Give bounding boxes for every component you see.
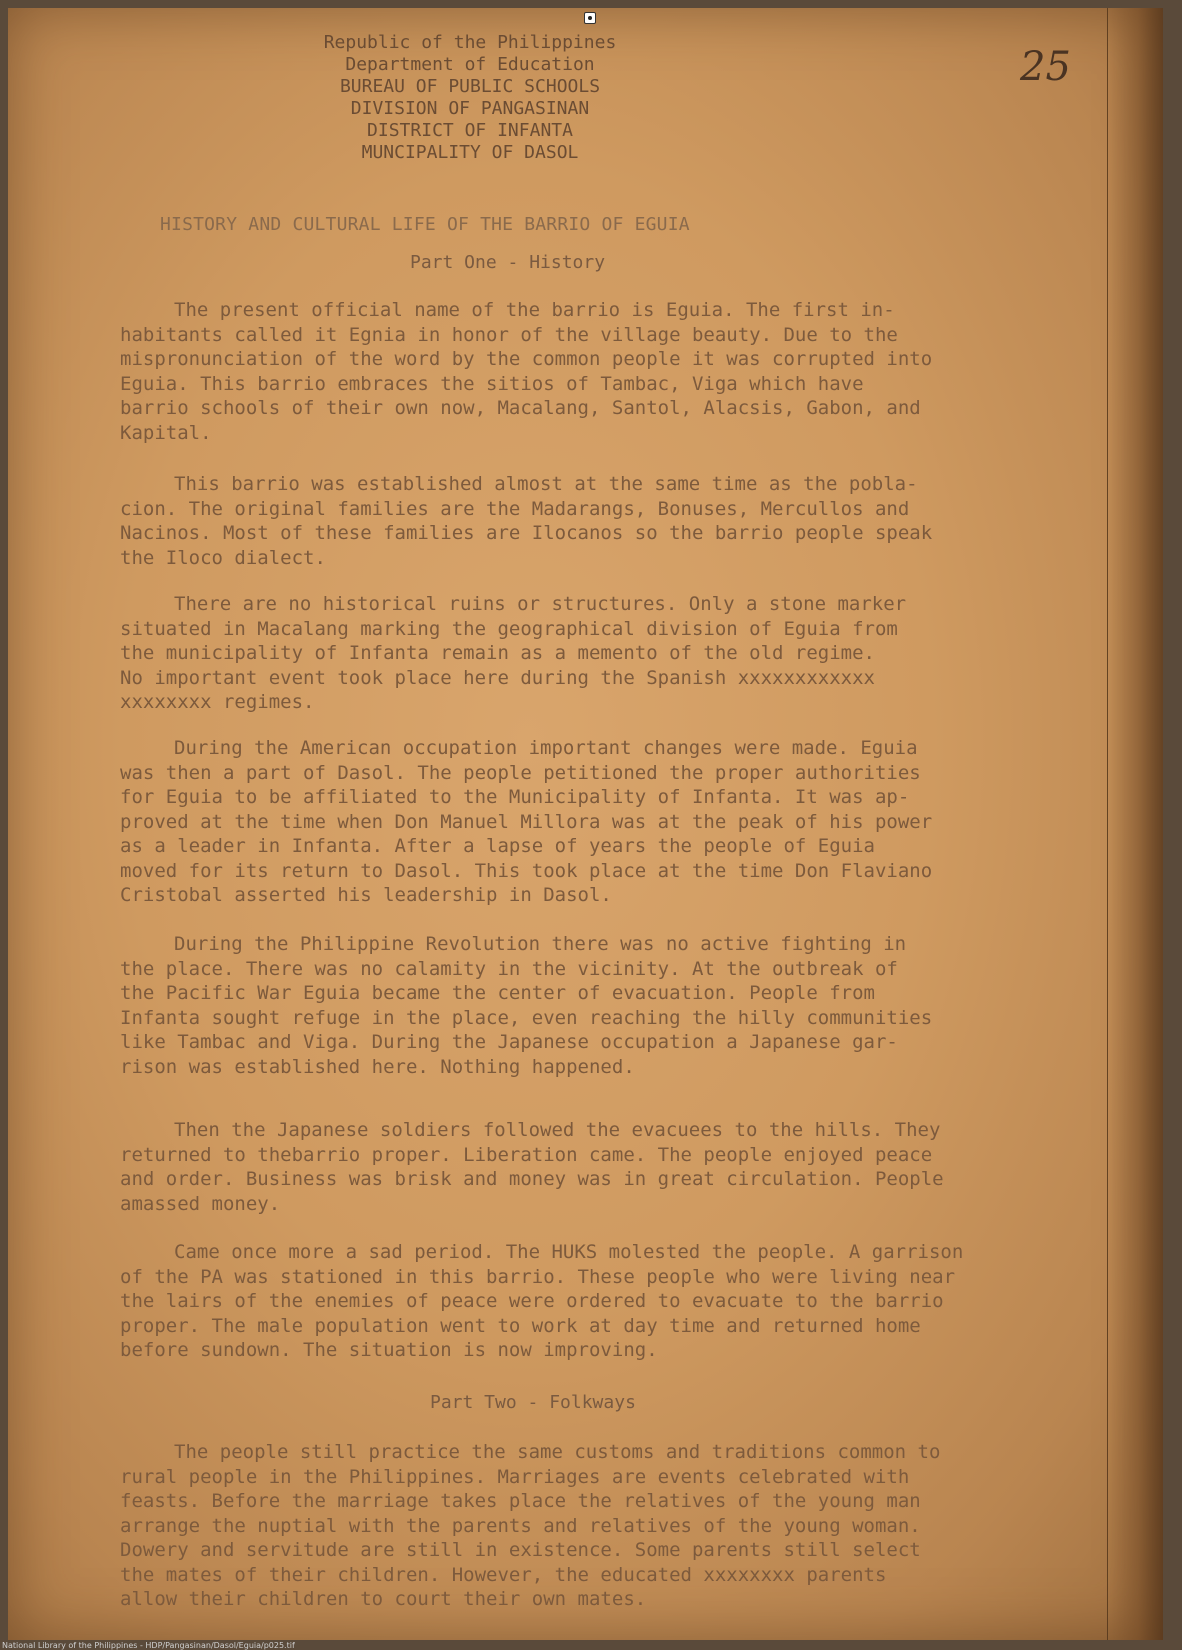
- paragraph-3: [120, 592, 1030, 715]
- text-line: situated in Macalang marking the geographical division of Eguia from: [120, 617, 898, 640]
- part-two-heading: Part Two - Folkways: [430, 1392, 636, 1413]
- text-line: as a leader in Infanta. After a lapse of years the people of Eguia: [120, 835, 875, 857]
- text-line: was then a part of Dasol. The people petitioned the proper authorities: [120, 761, 921, 784]
- text-line: the Iloco dialect.: [120, 546, 326, 569]
- text-line: Cristobal asserted his leadership in Dasol.: [120, 884, 612, 906]
- paragraph-4: [120, 736, 1030, 908]
- page-number: 25: [1020, 44, 1071, 90]
- text-line: During the Philippine Revolution there was no active fighting in: [174, 933, 907, 955]
- paragraph-6: [120, 1118, 1030, 1216]
- text-line: of the PA was stationed in this barrio. These people who were living near: [120, 1265, 956, 1288]
- text-line: This barrio was established almost at the same time as the pobla-: [174, 473, 918, 495]
- text-line: proper. The male population went to work at day time and returned home: [120, 1314, 921, 1337]
- text-line: and order. Business was brisk and money was in great circulation. People: [120, 1168, 944, 1190]
- header-line: Department of Education: [345, 54, 595, 75]
- text-line: returned to thebarrio proper. Liberation came. The people enjoyed peace: [120, 1143, 933, 1166]
- paragraph-8: [120, 1440, 1030, 1612]
- text-line: before sundown. The situation is now improving.: [120, 1339, 658, 1361]
- header-line: DIVISION OF PANGASINAN: [350, 98, 590, 119]
- text-line: arrange the nuptial with the parents and relatives of the young woman.: [120, 1514, 921, 1537]
- text-line: Kapital.: [120, 421, 212, 444]
- letterhead: [270, 32, 670, 164]
- text-line: allow their children to court their own mates.: [120, 1588, 647, 1610]
- text-line: the place. There was no calamity in the vicinity. At the outbreak of: [120, 957, 898, 980]
- text-line: Eguia. This barrio embraces the sitios of Tambac, Viga which have: [120, 372, 864, 395]
- text-line: feasts. Before the marriage takes place the relatives of the young man: [120, 1490, 921, 1512]
- paragraph-7: [120, 1240, 1030, 1363]
- text-line: xxxxxxxx regimes.: [120, 691, 315, 713]
- text-line: Dowery and servitude are still in existence. Some parents still select: [120, 1539, 921, 1561]
- paragraph-2: [120, 472, 1030, 570]
- paragraph-5: [120, 932, 1030, 1079]
- text-line: Infanta sought refuge in the place, even reaching the hilly communities: [120, 1006, 933, 1029]
- text-line: The people still practice the same customs and traditions common to: [174, 1441, 941, 1463]
- document-title: HISTORY AND CULTURAL LIFE OF THE BARRIO OF EGUIA: [160, 214, 690, 235]
- text-line: proved at the time when Don Manuel Millora was at the peak of his power: [120, 810, 933, 833]
- text-line: There are no historical ruins or structures. Only a stone marker: [174, 593, 907, 615]
- header-line: BUREAU OF PUBLIC SCHOOLS: [339, 76, 601, 97]
- text-line: the municipality of Infanta remain as a memento of the old regime.: [120, 642, 875, 664]
- text-line: habitants called it Egnia in honor of the village beauty. Due to the: [120, 323, 898, 346]
- header-line: DISTRICT OF INFANTA: [367, 120, 573, 141]
- text-line: Nacinos. Most of these families are Ilocanos so the barrio people speak: [120, 522, 933, 544]
- scan-footer: National Library of the Philippines - HDP/Pangasinan/Dasol/Eguia/p025.tif: [2, 1641, 295, 1650]
- text-line: the Pacific War Eguia became the center of evacuation. People from: [120, 982, 875, 1004]
- binding-shadow: [1107, 8, 1163, 1640]
- text-line: Then the Japanese soldiers followed the evacuees to the hills. They: [174, 1119, 941, 1141]
- header-line: Republic of the Philippines: [323, 32, 617, 53]
- text-line: like Tambac and Viga. During the Japanese occupation a Japanese gar-: [120, 1031, 898, 1053]
- text-line: the lairs of the enemies of peace were ordered to evacuate to the barrio: [120, 1290, 944, 1312]
- text-line: amassed money.: [120, 1192, 281, 1215]
- text-line: No important event took place here during the Spanish xxxxxxxxxxxx: [120, 666, 875, 689]
- header-line: MUNCIPALITY OF DASOL: [361, 142, 579, 163]
- text-line: moved for its return to Dasol. This took place at the time Don Flaviano: [120, 859, 933, 882]
- text-line: Came once more a sad period. The HUKS molested the people. A garrison: [174, 1241, 964, 1263]
- text-line: During the American occupation important changes were made. Eguia: [174, 737, 918, 759]
- text-line: the mates of their children. However, the educated xxxxxxxx parents: [120, 1563, 887, 1586]
- text-line: for Eguia to be affiliated to the Municipality of Infanta. It was ap-: [120, 786, 910, 808]
- text-line: cion. The original families are the Madarangs, Bonuses, Mercullos and: [120, 497, 910, 520]
- text-line: The present official name of the barrio is Eguia. The first in-: [174, 299, 895, 321]
- text-line: mispronunciation of the word by the common people it was corrupted into: [120, 348, 933, 370]
- paragraph-1: [120, 298, 1030, 445]
- scan-marker-icon: [584, 12, 596, 24]
- text-line: rison was established here. Nothing happened.: [120, 1055, 635, 1078]
- text-line: rural people in the Philippines. Marriages are events celebrated with: [120, 1465, 910, 1488]
- text-line: barrio schools of their own now, Macalang, Santol, Alacsis, Gabon, and: [120, 397, 921, 419]
- part-one-heading: Part One - History: [410, 252, 606, 273]
